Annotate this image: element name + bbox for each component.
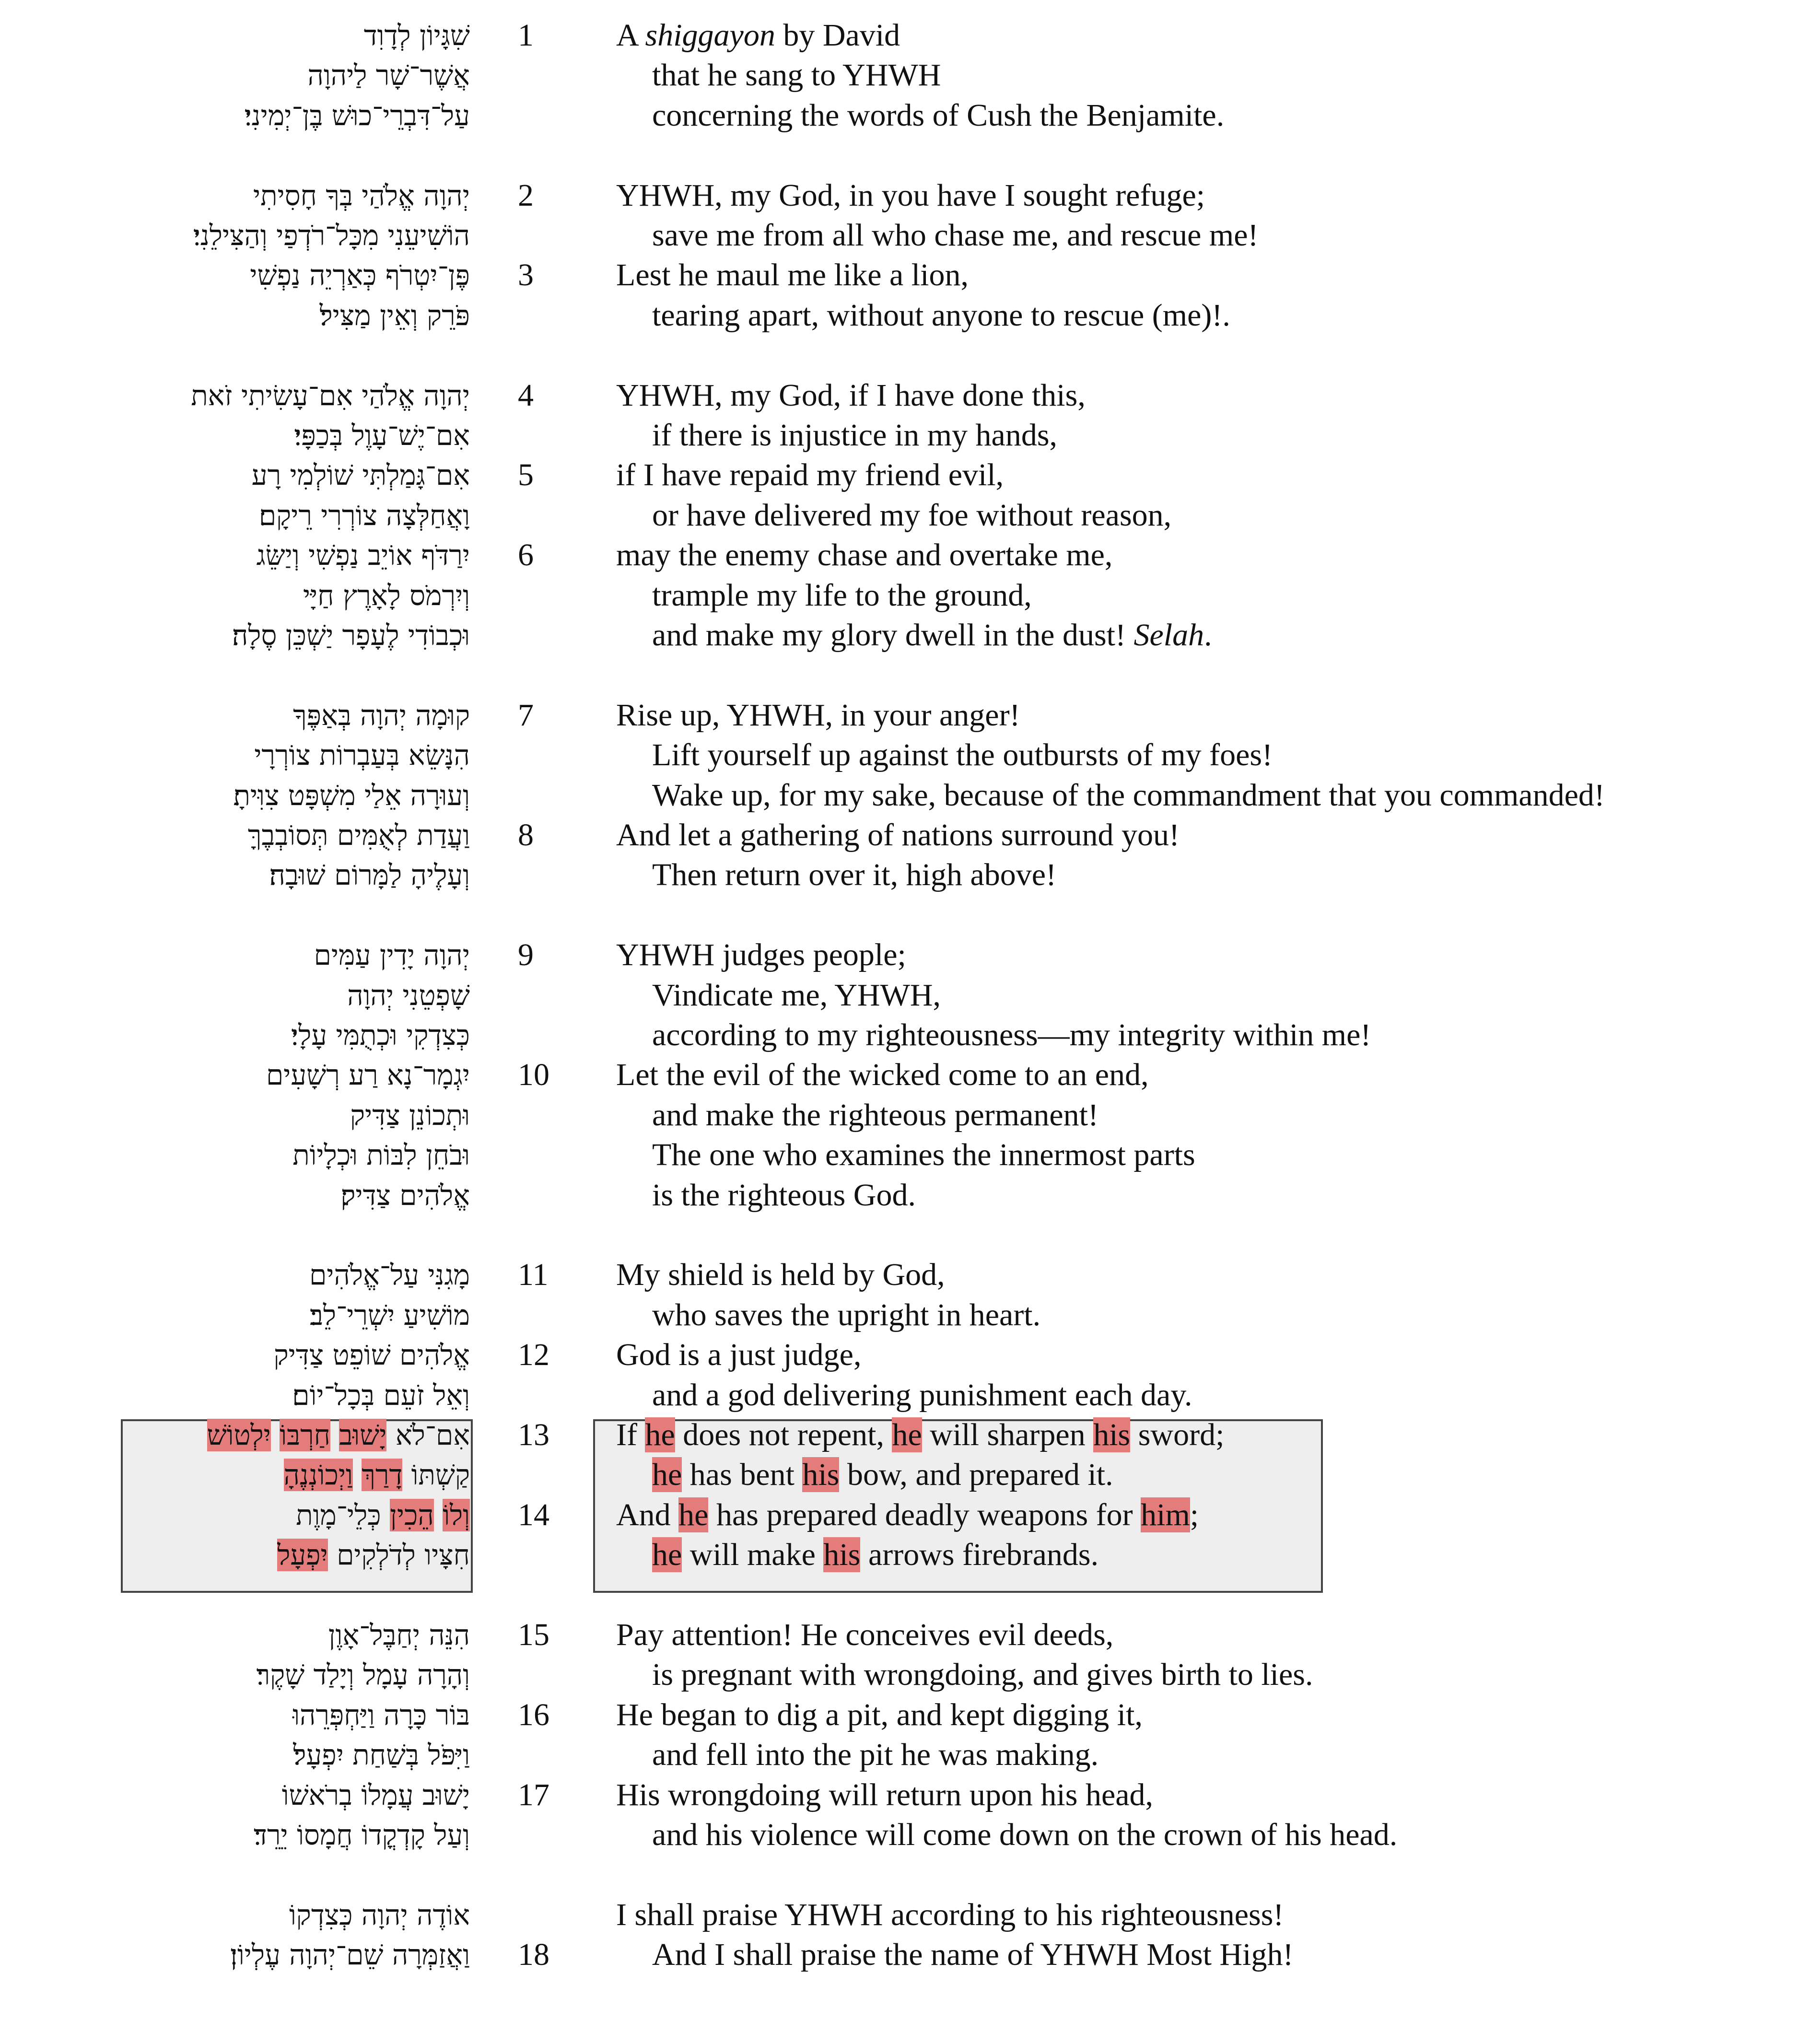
text-segment: sword; (1130, 1417, 1225, 1452)
highlighted-word: he (645, 1417, 675, 1452)
verse-number: 1 (518, 18, 534, 53)
text-segment: His wrongdoing will return upon his head, (616, 1777, 1154, 1812)
verse-number: 7 (518, 698, 534, 733)
english-line (652, 1375, 1192, 1415)
english-line (652, 615, 1212, 655)
english-line (652, 735, 1273, 775)
hebrew-line: יִגְמָר־נָא רַע רְשָׁעִים (266, 1059, 470, 1091)
text-segment: Lest he maul me like a lion, (616, 257, 969, 292)
text-segment: Then return over it, high above! (652, 857, 1057, 892)
text-segment: My shield is held by God, (616, 1257, 945, 1292)
highlighted-word: יִלְטוֹשׁ (207, 1419, 271, 1451)
text-segment: that he sang to YHWH (652, 58, 941, 93)
highlighted-word: הֵכִין (390, 1499, 434, 1531)
highlighted-word: his (823, 1537, 861, 1572)
english-line (652, 295, 1230, 336)
hebrew-line: אֱלֹהִים צַדִּיק׃ (340, 1179, 470, 1212)
hebrew-line: וָאֲחַלְּצָה צוֹרְרִי רֵיקָם׃ (258, 499, 470, 532)
text-segment: bow, and prepared it. (839, 1457, 1113, 1492)
text-segment: trample my life to the ground, (652, 578, 1032, 613)
text-segment: A (616, 18, 645, 53)
highlighted-word: he (652, 1457, 682, 1492)
english-line (652, 775, 1605, 816)
text-segment: will make (682, 1537, 824, 1572)
text-segment: is the righteous God. (652, 1178, 916, 1213)
verse-number: 17 (518, 1777, 549, 1812)
text-segment: Rise up, YHWH, in your anger! (616, 698, 1020, 733)
text-segment: . (1204, 618, 1212, 653)
hebrew-line: מוֹשִׁיעַ יִשְׁרֵי־לֵב׃ (309, 1299, 470, 1332)
english-line (652, 1095, 1098, 1135)
hebrew-line (277, 1535, 470, 1575)
hebrew-line: וְעַל קָדְקֳדוֹ חֲמָסוֹ יֵרֵד׃ (254, 1819, 470, 1851)
highlighted-word: he (892, 1417, 922, 1452)
hebrew-line: אוֹדֶה יְהוָה כְּצִדְקוֹ (289, 1899, 470, 1931)
highlighted-word: he (652, 1537, 682, 1572)
hebrew-line: פֹּרֵק וְאֵין מַצִּיל׃ (319, 299, 470, 332)
hebrew-line: יְהוָה אֱלֹהַי בְּךָ חָסִיתִי (253, 179, 470, 212)
hebrew-line (207, 1415, 470, 1455)
highlighted-word: he (678, 1497, 709, 1532)
verse-number: 18 (518, 1937, 549, 1972)
english-line (616, 375, 1086, 416)
text-segment: He began to dig a pit, and kept digging it, (616, 1697, 1143, 1732)
verse-number: 6 (518, 537, 534, 572)
hebrew-line: הוֹשִׁיעֵנִי מִכָּל־רֹדְפַי וְהַצִּילֵנִי׃ (193, 219, 470, 252)
english-line (652, 975, 941, 1016)
verse-number: 3 (518, 257, 534, 292)
text-segment: Vindicate me, YHWH, (652, 978, 941, 1013)
text-segment (330, 1419, 339, 1451)
english-line (616, 1335, 861, 1375)
text-segment: concerning the words of Cush the Benjamite. (652, 98, 1225, 133)
hebrew-line: יָשׁוּב עֲמָלוֹ בְרֹאשׁוֹ (281, 1779, 470, 1811)
english-line (616, 1775, 1153, 1815)
text-segment: has bent (682, 1457, 803, 1492)
text-segment: Pay attention! He conceives evil deeds, (616, 1617, 1114, 1652)
hebrew-line: וּבֹחֵן לִבּוֹת וּכְלָיוֹת (292, 1139, 470, 1171)
text-segment: by David (775, 18, 900, 53)
english-line (616, 15, 900, 56)
text-segment: will sharpen (922, 1417, 1094, 1452)
text-segment: YHWH judges people; (616, 937, 906, 972)
english-line (616, 175, 1205, 216)
english-line (616, 1615, 1113, 1655)
english-line (652, 1815, 1397, 1855)
hebrew-line: אִם־יֶשׁ־עָוֶל בְּכַפָּי׃ (294, 419, 470, 452)
english-line (652, 855, 1056, 895)
english-line (652, 1175, 916, 1215)
text-segment: if there is injustice in my hands, (652, 418, 1058, 453)
text-segment: has prepared deadly weapons for (708, 1497, 1141, 1532)
hebrew-line: פֶּן־יִטְרֹף כְּאַרְיֵה נַפְשִׁי (250, 259, 470, 292)
english-line (652, 1735, 1098, 1775)
verse-number: 15 (518, 1617, 549, 1652)
english-line (652, 1135, 1195, 1175)
verse-number: 9 (518, 937, 534, 972)
text-segment: חִצָּיו לְדֹלְקִים (327, 1539, 470, 1571)
english-line (616, 695, 1020, 736)
hebrew-line: וּתְכוֹנֵן צַדִּיק (350, 1099, 470, 1132)
verse-number: 10 (518, 1057, 549, 1092)
english-line (616, 1495, 1199, 1535)
english-line (616, 1895, 1284, 1935)
english-line (652, 575, 1032, 616)
english-line (652, 1295, 1040, 1335)
verse-number: 14 (518, 1497, 549, 1532)
italic-text: shiggayon (645, 18, 775, 53)
hebrew-line: יִרַדֹּף אוֹיֵב נַפְשִׁי וְיַשֵּׂג (256, 539, 470, 572)
hebrew-line: וְאֵל זֹעֵם בְּכָל־יוֹם׃ (292, 1379, 470, 1412)
highlighted-word: חַרְבּוֹ (280, 1419, 330, 1451)
highlighted-word: יִפְעָל (277, 1539, 328, 1571)
text-segment: and fell into the pit he was making. (652, 1737, 1099, 1772)
highlighted-word: יָשׁוּב (339, 1419, 387, 1451)
hebrew-line: וְעָלֶיהָ לַמָּרוֹם שׁוּבָה׃ (269, 859, 470, 891)
text-segment: who saves the upright in heart. (652, 1297, 1041, 1332)
text-segment: YHWH, my God, if I have done this, (616, 378, 1086, 413)
text-segment: may the enemy chase and overtake me, (616, 537, 1113, 572)
hebrew-line: וְיִרְמֹס לָאָרֶץ חַיָּי (303, 579, 470, 612)
hebrew-line (296, 1495, 470, 1535)
text-segment: and make my glory dwell in the dust! (652, 618, 1134, 653)
hebrew-line: יְהוָה אֱלֹהַי אִם־עָשִׂיתִי זֹאת (191, 379, 470, 412)
english-line (616, 455, 1004, 495)
verse-number: 12 (518, 1337, 549, 1372)
english-line (616, 255, 969, 295)
highlighted-word: his (1093, 1417, 1131, 1452)
english-line (616, 535, 1112, 575)
text-segment: if I have repaid my friend evil, (616, 457, 1004, 492)
english-line (652, 95, 1224, 136)
hebrew-line: הִנָּשֵׂא בְּעַבְרוֹת צוֹרְרָי (254, 739, 470, 771)
text-segment: arrows firebrands. (860, 1537, 1099, 1572)
hebrew-line: וּכְבוֹדִי לֶעָפָר יַשְׁכֵּן סֶלָה׃ (232, 619, 470, 652)
highlighted-word: him (1141, 1497, 1190, 1532)
text-segment: or have delivered my foe without reason, (652, 498, 1172, 533)
hebrew-line: אֱלֹהִים שׁוֹפֵט צַדִּיק (273, 1339, 470, 1371)
text-segment: does not repent, (675, 1417, 892, 1452)
hebrew-line: אִם־גָּמַלְתִּי שׁוֹלְמִי רָע (251, 459, 470, 491)
hebrew-line: וַאֲזַמְּרָה שֵׁם־יְהוָה עֶלְיוֹן׃ (230, 1939, 470, 1971)
verse-number: 4 (518, 378, 534, 413)
english-line (616, 1255, 945, 1295)
hebrew-line: עַל־דִּבְרֵי־כוּשׁ בֶּן־יְמִינִי׃ (244, 99, 470, 132)
text-segment: YHWH, my God, in you have I sought refuge; (616, 178, 1205, 213)
text-segment (271, 1419, 280, 1451)
english-line (652, 1455, 1113, 1495)
hebrew-line: וְעוּרָה אֵלַי מִשְׁפָּט צִוִּיתָ׃ (233, 779, 470, 812)
english-line (652, 415, 1057, 456)
english-line (652, 55, 941, 95)
hebrew-line: אֲשֶׁר־שָׁר לַיהוָה (307, 59, 470, 92)
italic-text: Selah (1133, 618, 1204, 653)
english-line (652, 1015, 1371, 1055)
hebrew-line: וְהָרָה עָמָל וְיָלַד שָׁקֶר׃ (256, 1659, 470, 1691)
english-line (652, 1535, 1098, 1575)
text-segment: כְּלֵי־מָוֶת (296, 1499, 390, 1531)
highlighted-word: his (802, 1457, 840, 1492)
hebrew-line: בּוֹר כָּרָה וַיַּחְפְּרֵהוּ (292, 1699, 470, 1731)
text-segment: אִם־לֹא (386, 1419, 470, 1451)
text-segment (434, 1499, 443, 1531)
hebrew-line: שָׁפְטֵנִי יְהוָה (347, 979, 470, 1012)
text-segment: and make the righteous permanent! (652, 1098, 1098, 1133)
english-line (616, 1055, 1149, 1095)
hebrew-line: שִׁגָּיוֹן לְדָוִד (363, 19, 470, 52)
highlighted-word: וְלוֹ (443, 1499, 470, 1531)
text-segment (353, 1459, 362, 1491)
text-segment: And let a gathering of nations surround you! (616, 818, 1180, 853)
hebrew-line: כְּצִדְקִי וּכְתֻמִּי עָלָי׃ (291, 1019, 470, 1051)
text-segment: If (616, 1417, 645, 1452)
text-segment: Let the evil of the wicked come to an end, (616, 1057, 1149, 1092)
hebrew-line (284, 1455, 470, 1495)
text-segment: and his violence will come down on the crown of his head. (652, 1817, 1398, 1852)
text-segment: And I shall praise the name of YHWH Most High! (652, 1937, 1294, 1972)
highlighted-word: דָרַךְ (362, 1459, 403, 1491)
english-line (616, 935, 906, 975)
english-line (652, 215, 1258, 256)
verse-number: 16 (518, 1697, 549, 1732)
text-segment: Lift yourself up against the outbursts of my foes! (652, 737, 1273, 772)
hebrew-line: וַיִּפֹּל בְּשַׁחַת יִפְעָל׃ (293, 1739, 470, 1771)
text-segment: save me from all who chase me, and rescue me! (652, 218, 1259, 253)
text-segment: ; (1190, 1497, 1199, 1532)
english-line (616, 815, 1180, 855)
text-segment: Wake up, for my sake, because of the commandment that you commanded! (652, 778, 1605, 813)
text-segment: God is a just judge, (616, 1337, 862, 1372)
text-segment: according to my righteousness—my integrity within me! (652, 1017, 1371, 1052)
text-segment: and a god delivering punishment each day. (652, 1378, 1192, 1413)
english-line (616, 1415, 1224, 1455)
text-segment: The one who examines the innermost parts (652, 1137, 1195, 1172)
text-segment: And (616, 1497, 679, 1532)
text-segment: I shall praise YHWH according to his righteousness! (616, 1897, 1284, 1932)
text-segment: קַשְׁתּוֹ (402, 1459, 470, 1491)
text-segment: is pregnant with wrongdoing, and gives birth to lies. (652, 1657, 1313, 1692)
highlighted-word: וַיְכוֹנְנֶהָ (283, 1459, 353, 1491)
verse-number: 2 (518, 178, 534, 213)
english-line (652, 1935, 1293, 1975)
verse-number: 8 (518, 818, 534, 853)
verse-number: 5 (518, 457, 534, 492)
hebrew-line: יְהוָה יָדִין עַמִּים (314, 939, 470, 971)
hebrew-line: וַעֲדַת לְאֻמִּים תְּסוֹבְבֶךָּ (247, 819, 470, 852)
english-line (652, 1655, 1313, 1695)
hebrew-line: הִנֵּה יְחַבֶּל־אָוֶן (328, 1619, 470, 1651)
hebrew-line: קוּמָה יְהוָה בְּאַפֶּךָ (293, 699, 470, 732)
hebrew-line: מָגִנִּי עַל־אֱלֹהִים (309, 1259, 470, 1291)
text-segment: tearing apart, without anyone to rescue (me)!. (652, 298, 1230, 333)
verse-number: 13 (518, 1417, 549, 1452)
english-line (616, 1695, 1143, 1735)
verse-number: 11 (518, 1257, 549, 1292)
english-line (652, 495, 1171, 536)
